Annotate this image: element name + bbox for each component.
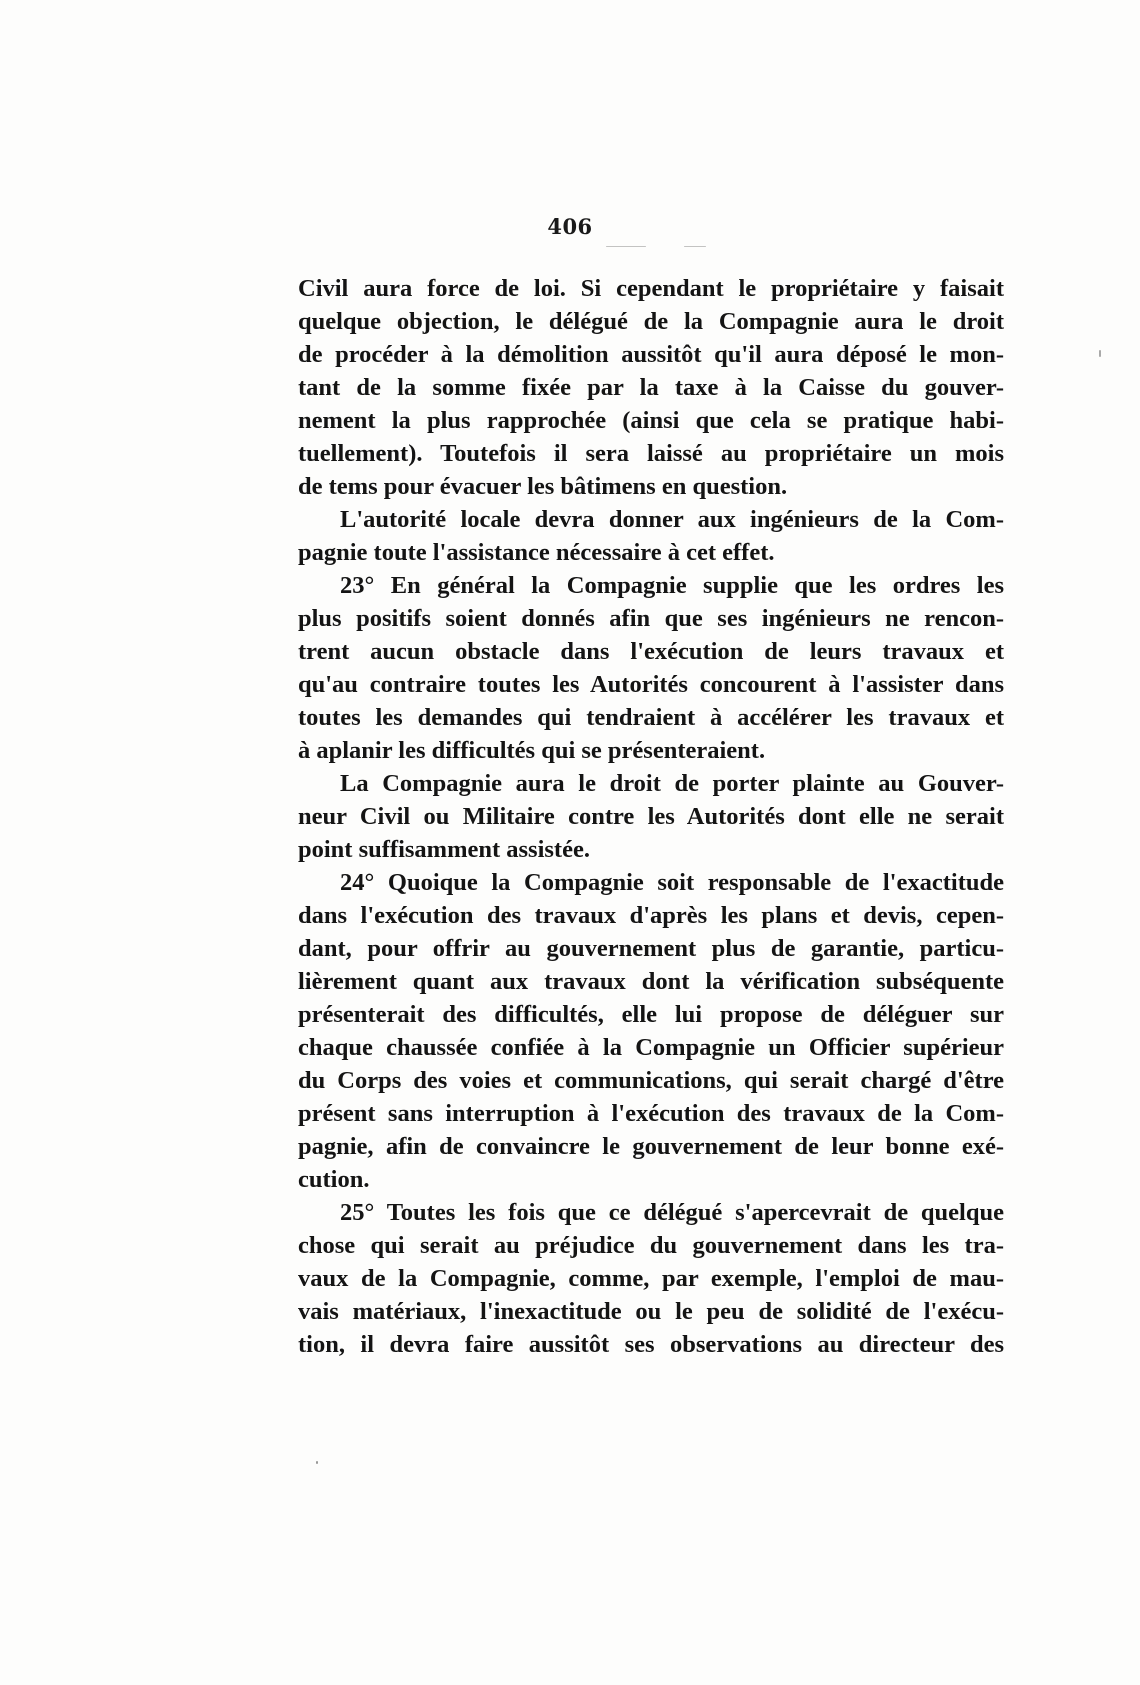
text-line: nement la plus rapprochée (ainsi que cela se pratique habi- bbox=[298, 407, 1004, 434]
text-line: vais matériaux, l'inexactitude ou le peu de solidité de l'exécu- bbox=[298, 1298, 1004, 1325]
text-line: de tems pour évacuer les bâtimens en question. bbox=[298, 473, 788, 500]
page-number: 406 bbox=[547, 214, 593, 239]
text-line: L'autorité locale devra donner aux ingénieurs de la Com- bbox=[340, 506, 1004, 533]
text-line: dans l'exécution des travaux d'après les plans et devis, cepen- bbox=[298, 902, 1004, 929]
print-speck bbox=[606, 246, 646, 247]
print-speck bbox=[1099, 350, 1101, 357]
text-line: pagnie toute l'assistance nécessaire à cet effet. bbox=[298, 539, 775, 566]
text-line: qu'au contraire toutes les Autorités concourent à l'assister dans bbox=[298, 671, 1004, 698]
text-line: pagnie, afin de convaincre le gouvernement de leur bonne exé- bbox=[298, 1133, 1004, 1160]
text-line: toutes les demandes qui tendraient à accélérer les travaux et bbox=[298, 704, 1004, 731]
text-line: chose qui serait au préjudice du gouvernement dans les tra- bbox=[298, 1232, 1004, 1259]
text-line: lièrement quant aux travaux dont la vérification subséquente bbox=[298, 968, 1004, 995]
text-line: La Compagnie aura le droit de porter plainte au Gouver- bbox=[340, 770, 1004, 797]
text-line: vaux de la Compagnie, comme, par exemple, l'emploi de mau- bbox=[298, 1265, 1004, 1292]
text-line: tuellement). Toutefois il sera laissé au propriétaire un mois bbox=[298, 440, 1004, 467]
text-line: tant de la somme fixée par la taxe à la Caisse du gouver- bbox=[298, 374, 1004, 401]
text-line: 23° En général la Compagnie supplie que les ordres les bbox=[340, 572, 1004, 599]
text-line: plus positifs soient donnés afin que ses ingénieurs ne rencon- bbox=[298, 605, 1004, 632]
text-line: tion, il devra faire aussitôt ses observations au directeur des bbox=[298, 1331, 1004, 1358]
text-line: de procéder à la démolition aussitôt qu'il aura déposé le mon- bbox=[298, 341, 1004, 368]
text-line: chaque chaussée confiée à la Compagnie un Officier supérieur bbox=[298, 1034, 1004, 1061]
print-speck bbox=[316, 1461, 318, 1464]
text-line: dant, pour offrir au gouvernement plus de garantie, particu- bbox=[298, 935, 1004, 962]
text-line: point suffisamment assistée. bbox=[298, 836, 590, 863]
text-line: présenterait des difficultés, elle lui propose de déléguer sur bbox=[298, 1001, 1004, 1028]
text-line: 25° Toutes les fois que ce délégué s'apercevrait de quelque bbox=[340, 1199, 1004, 1226]
text-line: du Corps des voies et communications, qui serait chargé d'être bbox=[298, 1067, 1004, 1094]
text-line: Civil aura force de loi. Si cependant le propriétaire y faisait bbox=[298, 275, 1004, 302]
text-line: trent aucun obstacle dans l'exécution de leurs travaux et bbox=[298, 638, 1004, 665]
text-line: quelque objection, le délégué de la Compagnie aura le droit bbox=[298, 308, 1004, 335]
text-line: présent sans interruption à l'exécution des travaux de la Com- bbox=[298, 1100, 1004, 1127]
print-speck bbox=[684, 246, 706, 247]
text-line: neur Civil ou Militaire contre les Autorités dont elle ne serait bbox=[298, 803, 1004, 830]
text-line: 24° Quoique la Compagnie soit responsable de l'exactitude bbox=[340, 869, 1004, 896]
text-line: à aplanir les difficultés qui se présenteraient. bbox=[298, 737, 766, 764]
body-text bbox=[298, 272, 1004, 1361]
text-line: cution. bbox=[298, 1166, 370, 1193]
